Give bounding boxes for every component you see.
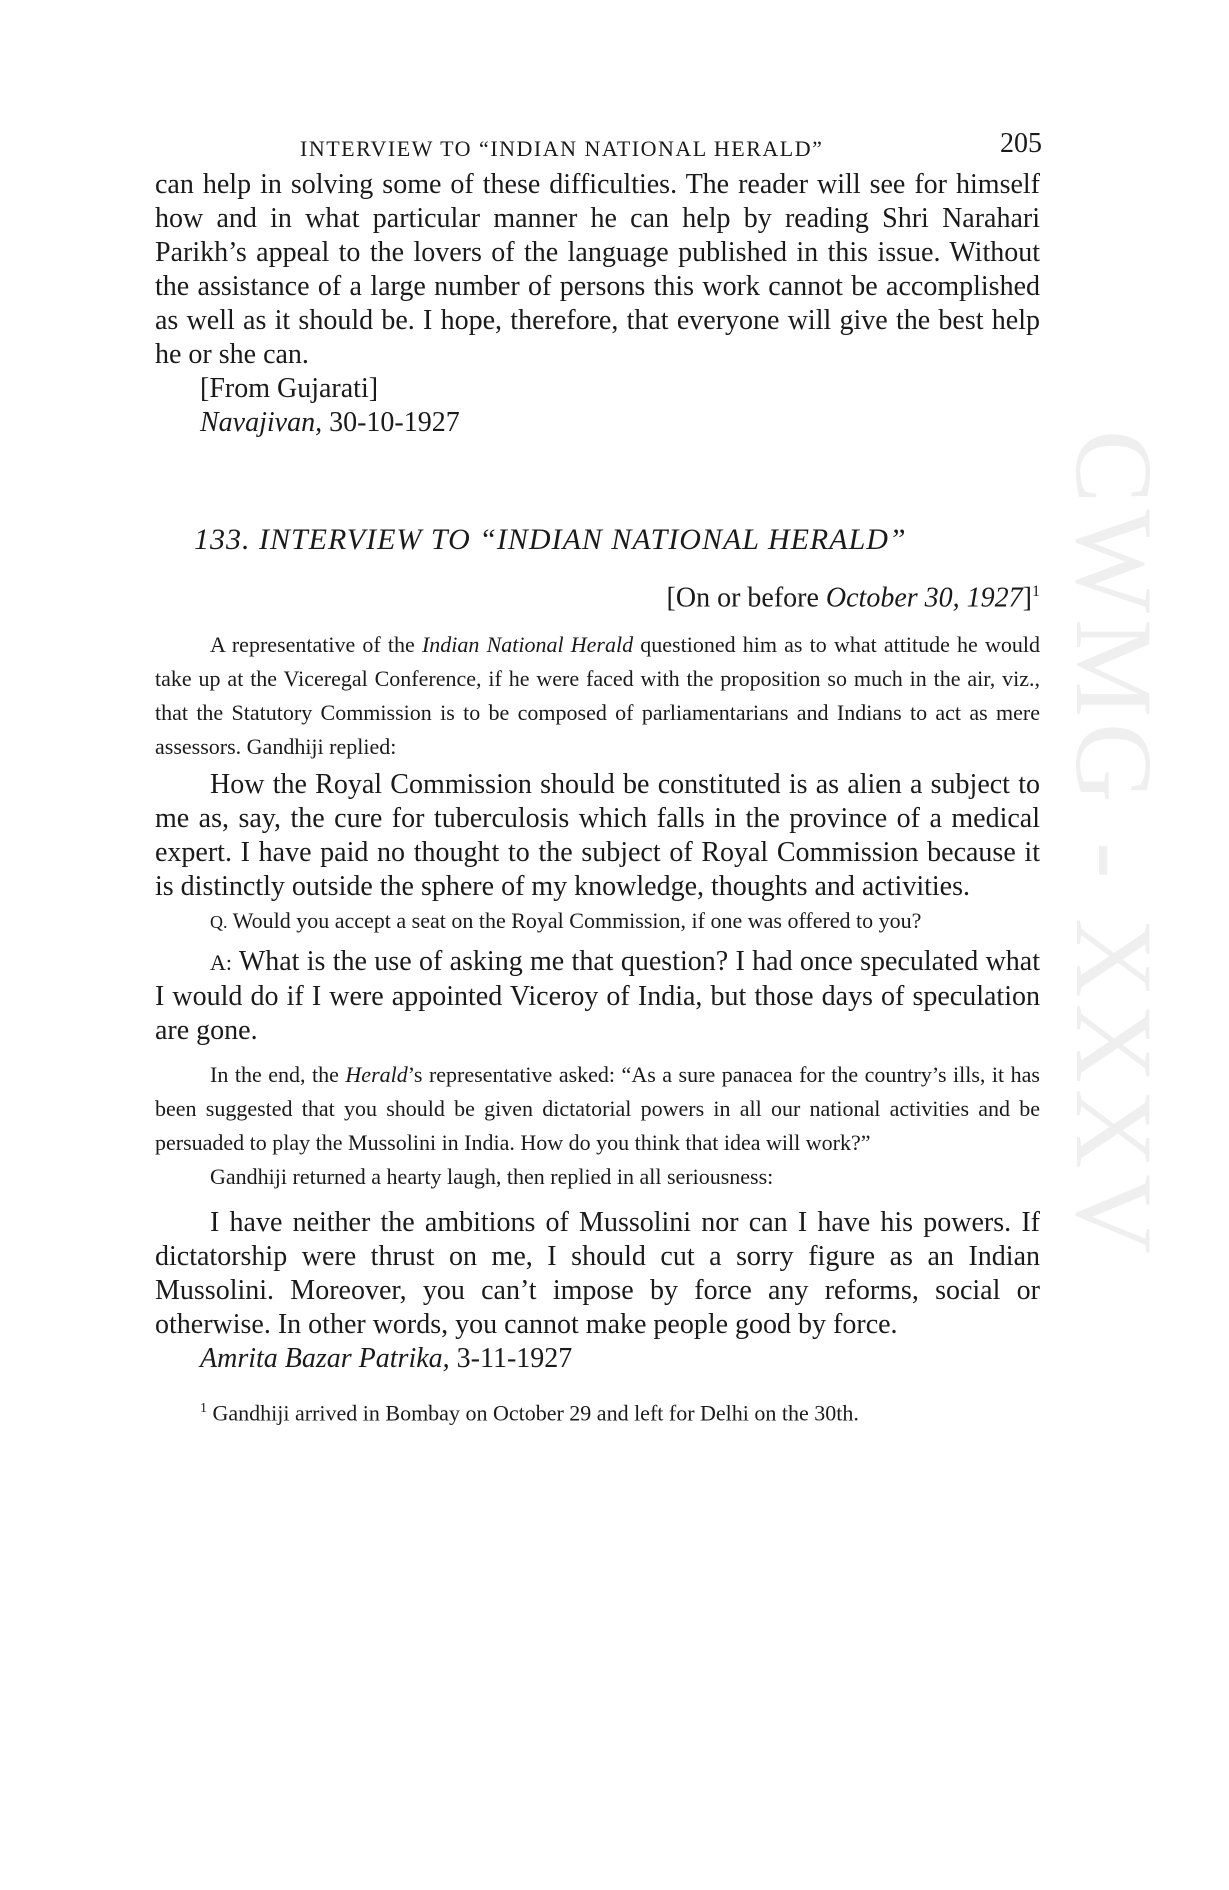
narration-paper: Herald [345,1062,408,1088]
dateline-prefix: [On or before [666,582,826,614]
answer-royal-commission: How the Royal Commission should be constituted is as alien a subject to me as, say, the cure for tuberculosis which falls in the province of a medical expert. I have paid no thought to the subject of Royal Commission because it is distinctly outside the sphere of my knowledge, thoughts and activities. [155,769,1040,903]
dateline [155,574,1040,616]
section-heading: 133. INTERVIEW TO “INDIAN NATIONAL HERALD” [194,523,907,556]
dateline-date: October 30, 1927 [825,582,1023,614]
answer-label: A: [210,950,232,976]
page-content [155,128,1040,1429]
source-citation [155,406,1040,440]
source-date: 30-10-1927 [322,407,460,438]
answer-viceroy [155,945,1040,1048]
intro-narration [155,628,1040,764]
watermark-text: CWMG - XXXV [1053,430,1175,1260]
footnote-ref: 1 [1032,583,1040,600]
running-title: INTERVIEW TO “INDIAN NATIONAL HERALD” [300,136,824,161]
question-seat [155,904,1040,939]
footnote-text: Gandhiji arrived in Bombay on October 29 and left for Delhi on the 30th. [207,1400,859,1426]
source-name-2: Amrita Bazar Patrika, [200,1343,450,1375]
source-citation-2 [155,1342,1040,1376]
source-name: Navajivan, [200,407,323,438]
narration-dictator-question [155,1058,1040,1160]
footnote-marker: 1 [200,1401,207,1417]
running-head [155,128,1040,168]
narration-laugh: Gandhiji returned a hearty laugh, then replied in all seriousness: [210,1164,774,1190]
continued-paragraph: can help in solving some of these difficulties. The reader will see for himself how and in what particular manner he can help by reading Shri Narahari Parikh’s appeal to the lovers of the language published in this issue. Without the assistance of a large number of persons this work cannot be accomplished as well as it should be. I hope, therefore, that everyone will give the best help he or she can. [155,169,1040,370]
footnote [155,1394,1040,1428]
narration-lead: In the end, the [210,1062,346,1088]
dateline-suffix: ] [1022,582,1032,614]
answer-text: What is the use of asking me that question? I had once speculated what I would do if I were appointed Viceroy of India, but those days of speculation are gone. [155,946,1040,1047]
intro-rest: questioned him as to what attitude he would take up at the Viceregal Conference, if he were faced with the proposition so much in the air, viz., that the Statutory Commission is to be composed of parliamentarians and Indians to act as mere assessors. Gandhiji replied: [155,632,1040,760]
page-number: 205 [1000,128,1042,159]
source-date-2: 3-11-1927 [449,1343,573,1375]
intro-paper: Indian National Herald [421,632,634,658]
question-text: Would you accept a seat on the Royal Commission, if one was offered to you? [227,908,922,934]
narration-rest: ’s representative asked: “As a sure panacea for the country’s ills, it has been suggested that you should be given dictatorial powers in all our national activities and be persuaded to play the Mussolini in India. How do you think that idea will work?” [155,1062,1040,1156]
intro-lead: A representative of the [210,632,422,658]
question-label: Q. [210,912,228,933]
answer-mussolini: I have neither the ambitions of Mussolini nor can I have his powers. If dictatorship were thrust on me, I should cut a sorry figure as an Indian Mussolini. Moreover, you can’t impose by force any reforms, social or otherwise. In other words, you cannot make people good by force. [155,1207,1040,1341]
translation-note: [From Gujarati] [200,373,379,404]
